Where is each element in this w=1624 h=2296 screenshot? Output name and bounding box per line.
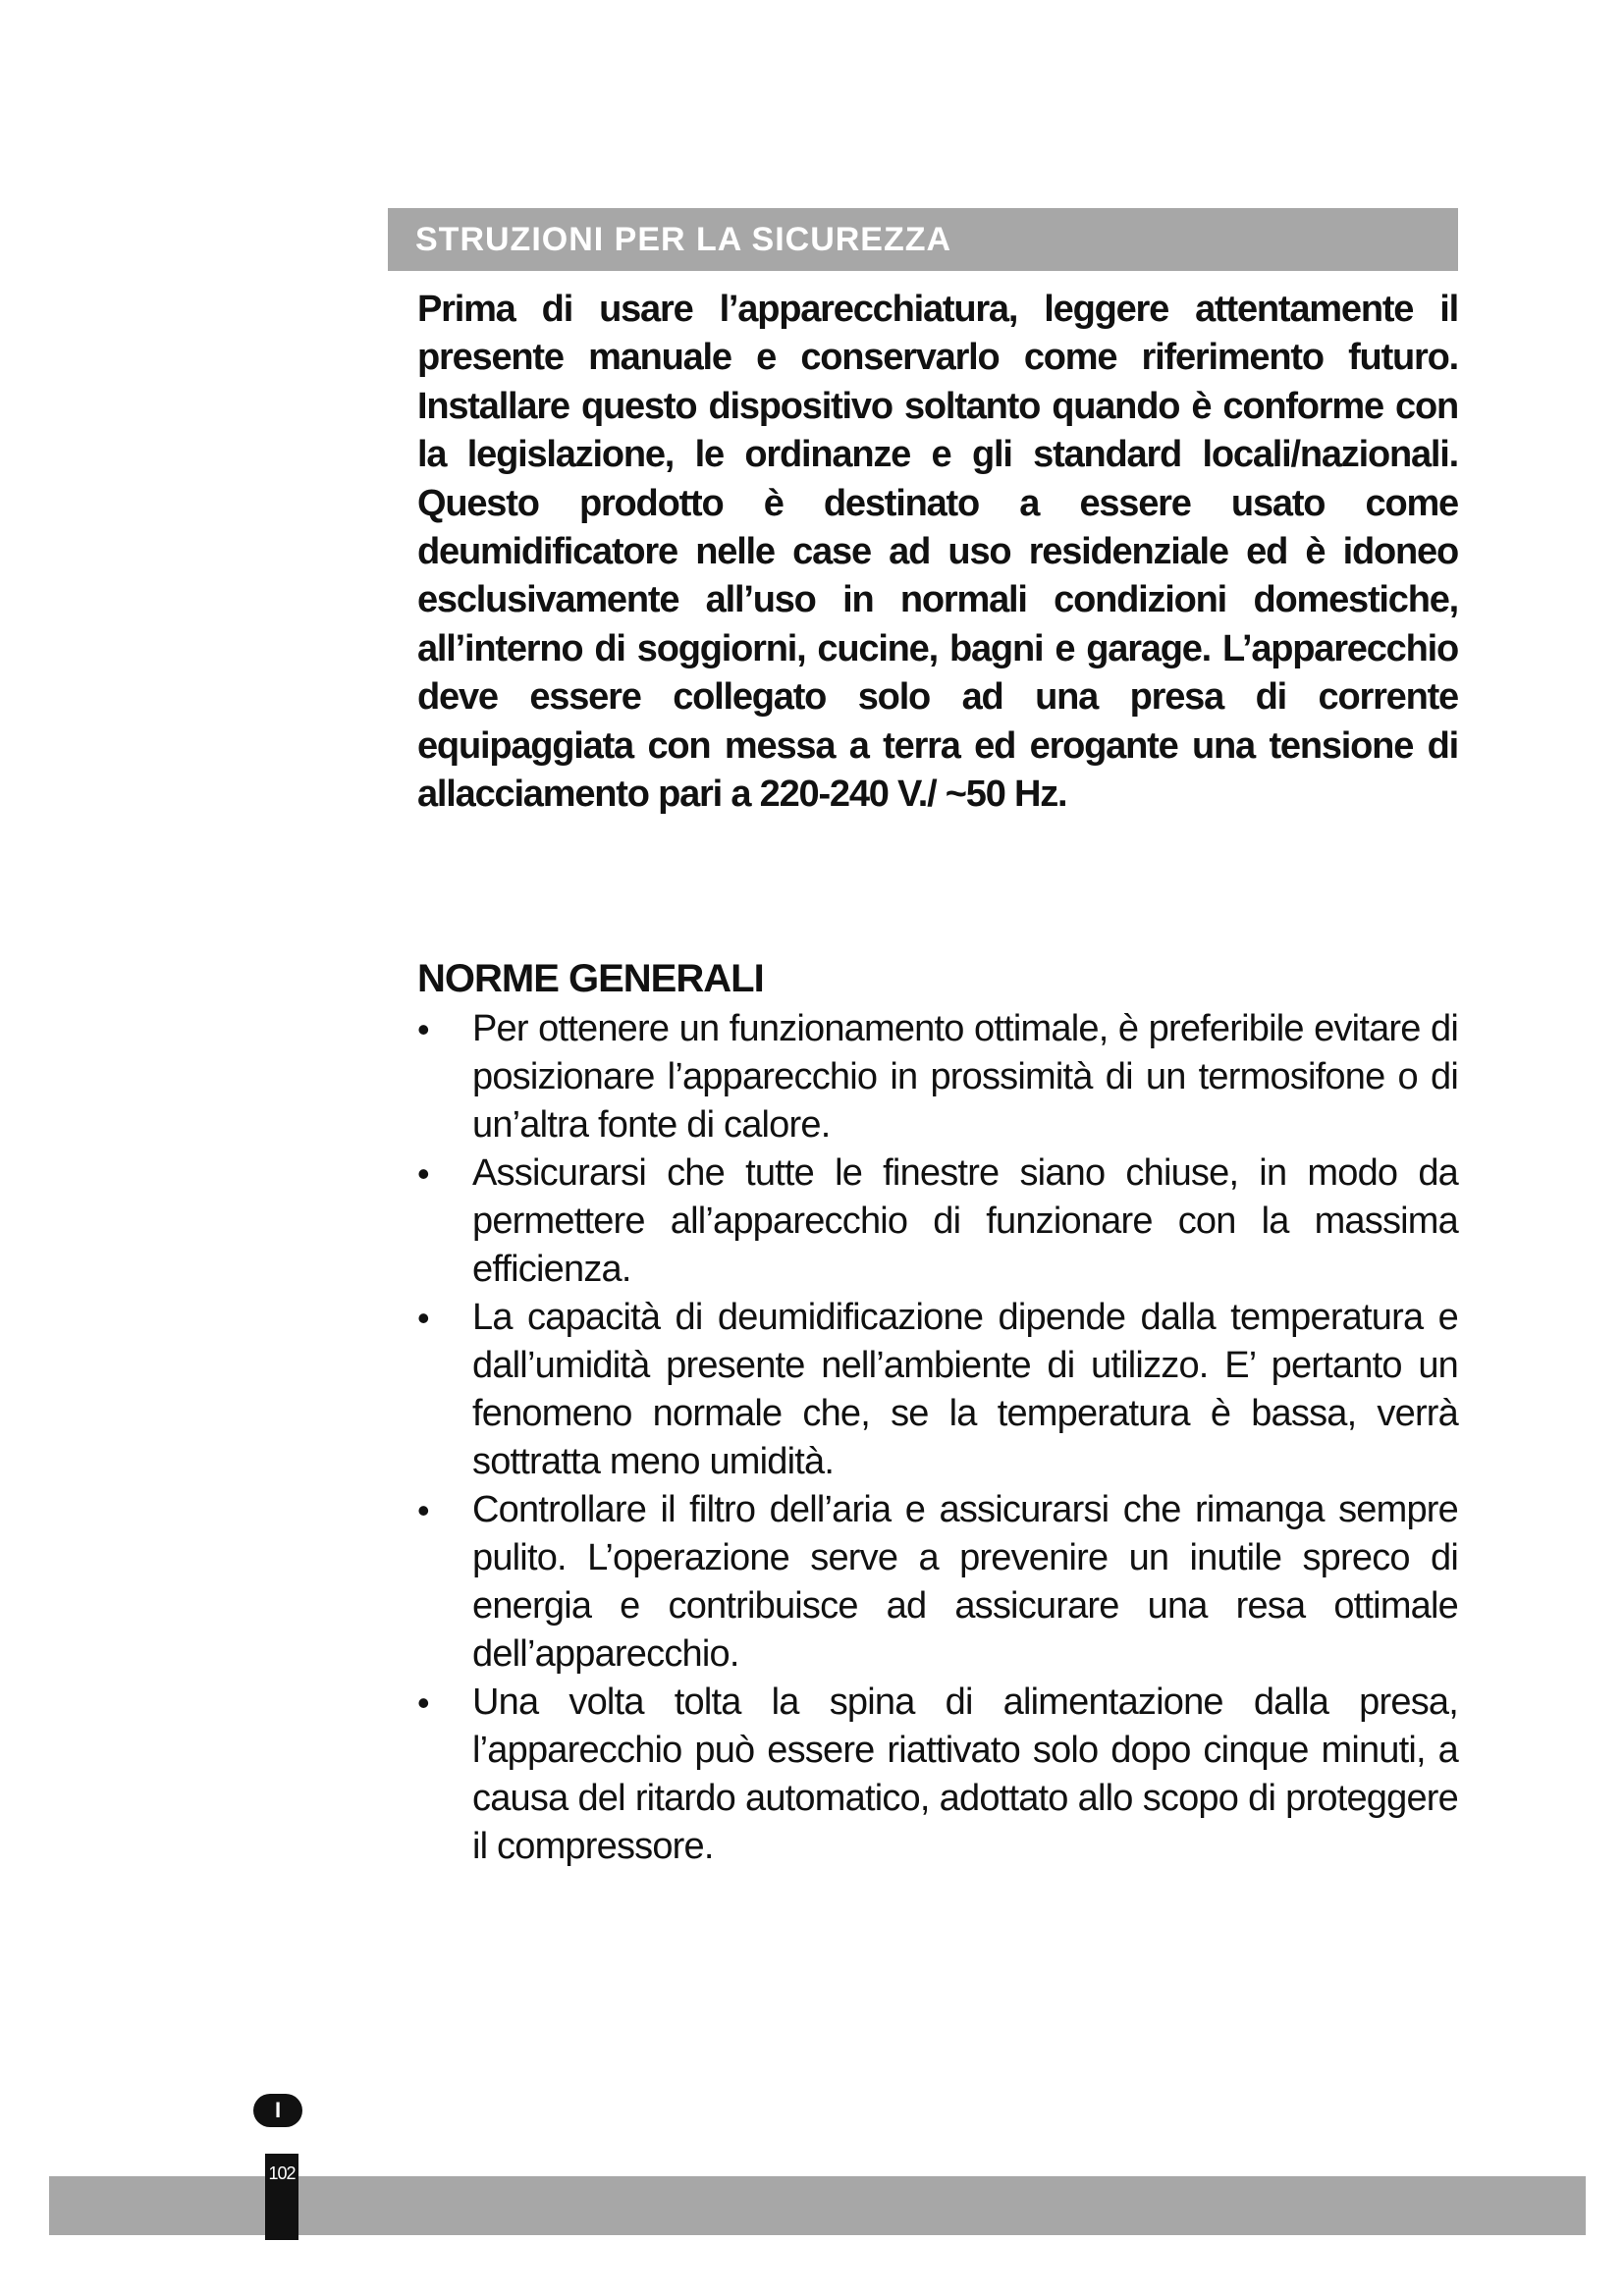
list-item xyxy=(417,1005,1458,1149)
list-item xyxy=(417,1679,1458,1871)
list-item-text: Per ottenere un funzionamento ottimale, è preferibile evitare di posizionare l’apparecchio in prossimità di un termosifone o di un’altra fonte di calore. xyxy=(472,1008,1458,1146)
section-title: STRUZIONI PER LA SICUREZZA xyxy=(415,220,952,258)
list-item-text: Controllare il filtro dell’aria e assicurarsi che rimanga sempre pulito. L’operazione serve a prevenire un inutile spreco di energia e contribuisce ad assicurare una resa ottimale dell’apparecchio. xyxy=(472,1489,1458,1675)
list-item-text: Assicurarsi che tutte le finestre siano chiuse, in modo da permettere all’apparecchio di funzionare con la massima efficienza. xyxy=(472,1152,1458,1290)
section-banner xyxy=(388,208,1458,271)
list-item-text: La capacità di deumidificazione dipende dalla temperatura e dall’umidità presente nell’ambiente di utilizzo. E’ pertanto un fenomeno normale che, se la temperatura è bassa, verrà sottratta meno umidità. xyxy=(472,1297,1458,1482)
intro-paragraph: Prima di usare l’apparecchiatura, leggere attentamente il presente manuale e conservarlo come riferimento futuro. Installare questo dispositivo soltanto quando è conforme con la legislazione, le ordinanze e gli standard locali/nazionali. Questo prodotto è destinato a essere usato come deumidificatore nelle case ad uso residenziale ed è idoneo esclusivamente all’uso in normali condizioni domestiche, all’interno di soggiorni, cucine, bagni e garage. L’apparecchio deve essere collegato solo ad una presa di corrente equipaggiata con messa a terra ed erogante una tensione di allacciamento pari a 220-240 V./ ~50 Hz. xyxy=(417,289,1458,816)
language-badge: I xyxy=(253,2094,302,2127)
bullet-icon: • xyxy=(417,1153,430,1194)
page-number: 102 xyxy=(265,2154,298,2240)
list-item xyxy=(417,1149,1458,1294)
norme-list xyxy=(417,1005,1458,1871)
list-item xyxy=(417,1294,1458,1486)
bullet-icon: • xyxy=(417,1009,430,1049)
bullet-icon: • xyxy=(417,1298,430,1338)
bullet-icon: • xyxy=(417,1490,430,1530)
list-item-text: Una volta tolta la spina di alimentazione dalla presa, l’apparecchio può essere riattivato solo dopo cinque minuti, a causa del ritardo automatico, adottato allo scopo di proteggere il compressore. xyxy=(472,1682,1458,1867)
norme-generali-heading: NORME GENERALI xyxy=(417,957,764,1000)
bullet-icon: • xyxy=(417,1682,430,1723)
list-item xyxy=(417,1486,1458,1679)
